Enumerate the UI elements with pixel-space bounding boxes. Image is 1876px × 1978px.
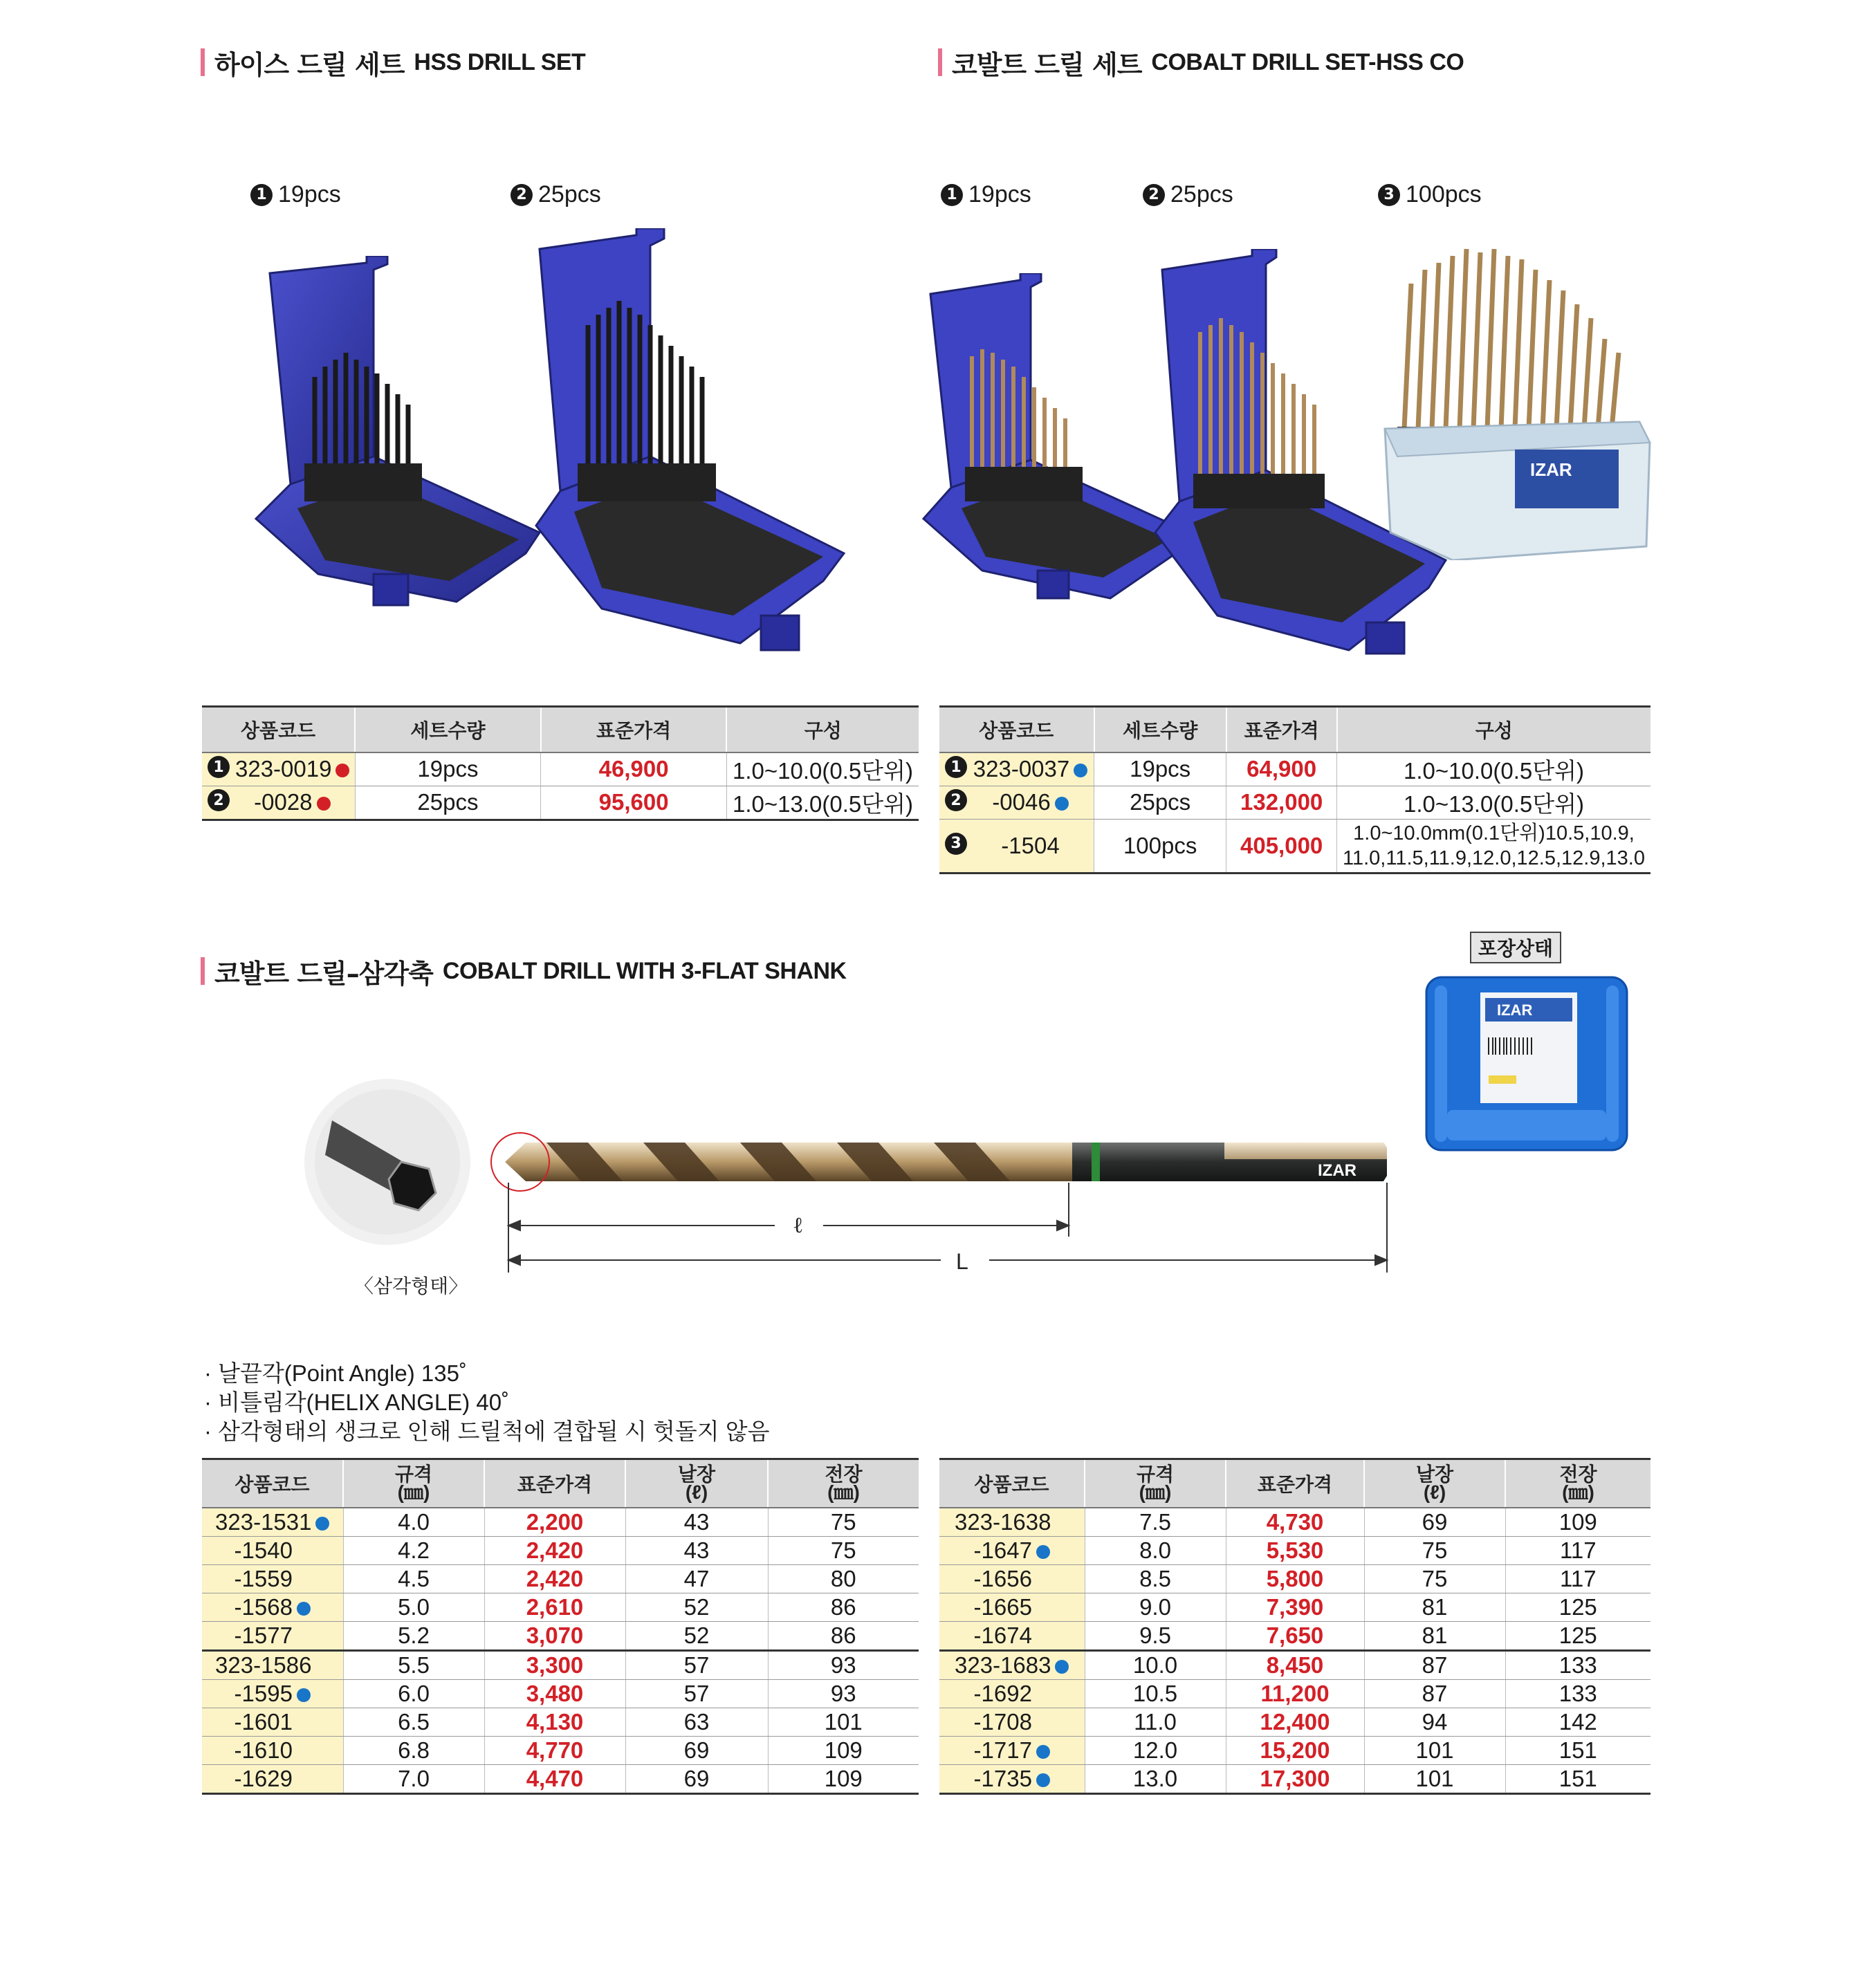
- code-cell: [202, 1621, 343, 1650]
- set-size-label: 19pcs: [278, 181, 341, 207]
- header-flute-title: 날장: [677, 1463, 716, 1485]
- table-row: [202, 1650, 919, 1679]
- number-badge: 1: [250, 184, 273, 206]
- product-code: -1629: [234, 1765, 293, 1791]
- price-cell: 3,480: [484, 1679, 625, 1708]
- price-cell: 64,900: [1226, 752, 1337, 786]
- number-badge: 2: [945, 789, 967, 811]
- header-size: [1085, 1459, 1226, 1508]
- flute-length-cell: 87: [1364, 1679, 1505, 1708]
- total-length-cell: 151: [1505, 1736, 1650, 1764]
- size-cell: 5.0: [343, 1593, 484, 1621]
- header-composition: 구성: [1337, 707, 1651, 752]
- price-cell: 7,390: [1226, 1593, 1364, 1621]
- table-header-row: [939, 707, 1650, 752]
- dot-placeholder: [297, 1545, 311, 1559]
- header-total-unit: (㎜): [1562, 1481, 1594, 1503]
- size-cell: 6.5: [343, 1708, 484, 1736]
- total-length-cell: 117: [1505, 1564, 1650, 1593]
- header-qty: 세트수량: [1094, 707, 1226, 752]
- header-price: 표준가격: [484, 1459, 625, 1508]
- total-length-cell: 109: [768, 1764, 919, 1793]
- dot-placeholder: [315, 1660, 329, 1674]
- code-cell: [939, 1650, 1085, 1679]
- dot-placeholder: [1036, 1573, 1050, 1587]
- product-code: 323-1586: [215, 1652, 312, 1678]
- flute-length-cell: 69: [625, 1764, 768, 1793]
- stock-dot-blue: [297, 1602, 311, 1616]
- title-en: HSS DRILL SET: [414, 48, 586, 75]
- code-cell: [202, 786, 355, 820]
- product-code: 323-1683: [955, 1652, 1051, 1678]
- section-title-cobalt-set: [938, 47, 1464, 80]
- flute-length-cell: 75: [1364, 1536, 1505, 1564]
- flute-length-cell: 81: [1364, 1621, 1505, 1650]
- total-length-cell: 109: [1505, 1508, 1650, 1537]
- code-cell: [939, 1736, 1085, 1764]
- size-cell: 10.0: [1085, 1650, 1226, 1679]
- total-length-cell: 133: [1505, 1679, 1650, 1708]
- product-code: 323-1638: [955, 1508, 1051, 1535]
- product-code: -1568: [234, 1593, 293, 1620]
- price-cell: 2,420: [484, 1564, 625, 1593]
- code-cell: [939, 1536, 1085, 1564]
- stock-dot-red: [317, 797, 331, 811]
- table-row: [202, 786, 919, 820]
- size-cell: 9.5: [1085, 1621, 1226, 1650]
- header-flute: [1364, 1459, 1505, 1508]
- stock-dot-blue: [1074, 764, 1087, 777]
- header-size: [343, 1459, 484, 1508]
- header-total-title: 전장: [1559, 1463, 1597, 1485]
- cobalt-label-3: [1378, 181, 1482, 208]
- header-price: 표준가격: [1226, 1459, 1364, 1508]
- title-en: COBALT DRILL WITH 3-FLAT SHANK: [442, 957, 847, 984]
- cobalt-set-table: [939, 705, 1650, 874]
- price-cell: 405,000: [1226, 819, 1337, 873]
- feature-item: · 삼각형태의 생크로 인해 드릴척에 결합될 시 헛돌지 않음: [204, 1418, 770, 1444]
- product-code: -0028: [254, 789, 313, 815]
- size-cell: 5.2: [343, 1621, 484, 1650]
- section-title-cobalt-drill: [201, 956, 847, 989]
- flute-length-cell: 57: [625, 1650, 768, 1679]
- price-cell: 3,070: [484, 1621, 625, 1650]
- table-row: [939, 1764, 1650, 1793]
- brand-logo-text: IZAR: [1318, 1161, 1357, 1180]
- title-ko: 하이스 드릴 세트: [214, 49, 405, 80]
- code-cell: [202, 1564, 343, 1593]
- code-cell: [202, 1593, 343, 1621]
- flute-length-cell: 101: [1364, 1736, 1505, 1764]
- product-code: -1610: [234, 1737, 293, 1763]
- product-code: -1656: [973, 1565, 1032, 1591]
- product-code: 323-0037: [973, 756, 1070, 782]
- composition-cell: 1.0~10.0(0.5단위): [1337, 752, 1651, 786]
- composition-line-2: 11.0,11.5,11.9,12.0,12.5,12.9,13.0: [1343, 847, 1645, 869]
- price-cell: 15,200: [1226, 1736, 1364, 1764]
- shape-caption: 〈삼각형태〉: [354, 1275, 468, 1297]
- product-code: -1647: [973, 1537, 1032, 1563]
- header-code: 상품코드: [202, 707, 355, 752]
- code-cell: [939, 1508, 1085, 1537]
- dot-placeholder: [1036, 1688, 1050, 1702]
- number-badge: 3: [1378, 184, 1400, 206]
- stock-dot-blue: [315, 1517, 329, 1531]
- table-row: [939, 1508, 1650, 1537]
- price-cell: 5,800: [1226, 1564, 1364, 1593]
- drill-table-left: [202, 1458, 919, 1795]
- qty-cell: 25pcs: [355, 786, 541, 820]
- number-badge: 2: [511, 184, 533, 206]
- total-length-cell: 109: [768, 1736, 919, 1764]
- table-row: [202, 1621, 919, 1650]
- header-total-unit: (㎜): [827, 1481, 860, 1503]
- table-row: [939, 1708, 1650, 1736]
- size-cell: 6.8: [343, 1736, 484, 1764]
- header-flute-unit: (ℓ): [685, 1481, 708, 1503]
- brand-logo-text: IZAR: [1497, 1001, 1533, 1019]
- total-length-cell: 75: [768, 1508, 919, 1537]
- qty-cell: 19pcs: [355, 752, 541, 786]
- number-badge: 1: [945, 756, 967, 778]
- dot-placeholder: [1055, 1517, 1069, 1531]
- header-flute-unit: (ℓ): [1423, 1481, 1446, 1503]
- composition-cell: 1.0~13.0(0.5단위): [726, 786, 919, 820]
- table-row: [202, 1564, 919, 1593]
- total-length-label: L: [956, 1249, 968, 1274]
- flute-length-cell: 52: [625, 1621, 768, 1650]
- size-cell: 13.0: [1085, 1764, 1226, 1793]
- flute-length-cell: 69: [1364, 1508, 1505, 1537]
- size-cell: 4.0: [343, 1508, 484, 1537]
- flute-length-cell: 57: [625, 1679, 768, 1708]
- section-title-hss: [201, 47, 586, 80]
- number-badge: 1: [208, 756, 230, 778]
- qty-cell: 25pcs: [1094, 786, 1226, 819]
- flute-length-cell: 52: [625, 1593, 768, 1621]
- set-size-label: 100pcs: [1406, 181, 1482, 207]
- code-cell: [202, 1650, 343, 1679]
- header-total: [1505, 1459, 1650, 1508]
- feature-list: [204, 1359, 770, 1446]
- size-cell: 8.5: [1085, 1564, 1226, 1593]
- stock-dot-blue: [1055, 1660, 1069, 1674]
- price-cell: 3,300: [484, 1650, 625, 1679]
- flute-length-cell: 101: [1364, 1764, 1505, 1793]
- code-cell: [939, 819, 1094, 873]
- product-code: -1735: [973, 1765, 1032, 1791]
- header-size-title: 규격: [394, 1463, 433, 1485]
- packaging-label: 포장상태: [1470, 932, 1561, 963]
- size-cell: 8.0: [1085, 1536, 1226, 1564]
- header-size-unit: (㎜): [397, 1481, 430, 1503]
- hss-label-1: [250, 181, 341, 208]
- title-ko: 코발트 드릴–삼각축: [214, 958, 433, 989]
- price-cell: 46,900: [541, 752, 727, 786]
- total-length-cell: 133: [1505, 1650, 1650, 1679]
- price-cell: 2,420: [484, 1536, 625, 1564]
- total-length-cell: 80: [768, 1564, 919, 1593]
- table-row: [202, 1736, 919, 1764]
- table-row: [939, 1536, 1650, 1564]
- feature-item: · 비틀림각(HELIX ANGLE) 40˚: [204, 1389, 510, 1415]
- total-length-cell: 86: [768, 1621, 919, 1650]
- size-cell: 12.0: [1085, 1736, 1226, 1764]
- hss-19pcs-case-image: [249, 256, 553, 622]
- hss-25pcs-case-image: [526, 228, 851, 657]
- code-cell: [939, 1593, 1085, 1621]
- table-row: [939, 752, 1650, 786]
- stock-dot-blue: [1036, 1545, 1050, 1559]
- set-size-label: 25pcs: [1170, 181, 1233, 207]
- dot-placeholder: [297, 1745, 311, 1759]
- flute-length-cell: 43: [625, 1536, 768, 1564]
- flute-length-cell: 94: [1364, 1708, 1505, 1736]
- code-cell: [939, 1764, 1085, 1793]
- code-cell: [939, 1708, 1085, 1736]
- drill-table-right: [939, 1458, 1650, 1795]
- composition-line-1: 1.0~10.0mm(0.1단위)10.5,10.9,: [1353, 822, 1635, 844]
- flute-length-cell: 87: [1364, 1650, 1505, 1679]
- price-cell: 5,530: [1226, 1536, 1364, 1564]
- price-cell: 95,600: [541, 786, 727, 820]
- product-code: -1577: [234, 1622, 293, 1648]
- title-accent-bar: [201, 957, 205, 985]
- composition-cell: [1337, 819, 1651, 873]
- total-length-cell: 125: [1505, 1593, 1650, 1621]
- title-accent-bar: [938, 48, 942, 76]
- composition-cell: 1.0~10.0(0.5단위): [726, 752, 919, 786]
- size-cell: 11.0: [1085, 1708, 1226, 1736]
- price-cell: 17,300: [1226, 1764, 1364, 1793]
- total-length-cell: 93: [768, 1650, 919, 1679]
- table-row: [202, 1679, 919, 1708]
- code-cell: [202, 1508, 343, 1537]
- product-code: -1601: [234, 1708, 293, 1735]
- cobalt-label-1: [941, 181, 1031, 208]
- price-cell: 4,470: [484, 1764, 625, 1793]
- table-row: [939, 1679, 1650, 1708]
- size-cell: 10.5: [1085, 1679, 1226, 1708]
- total-length-cell: 142: [1505, 1708, 1650, 1736]
- set-size-label: 19pcs: [968, 181, 1031, 207]
- number-badge: 3: [945, 833, 967, 855]
- price-cell: 8,450: [1226, 1650, 1364, 1679]
- table-row: [202, 1764, 919, 1793]
- dot-placeholder: [297, 1717, 311, 1730]
- code-cell: [202, 752, 355, 786]
- number-badge: 2: [1143, 184, 1165, 206]
- code-cell: [939, 1679, 1085, 1708]
- header-total: [768, 1459, 919, 1508]
- code-cell: [202, 1536, 343, 1564]
- title-accent-bar: [201, 48, 205, 76]
- composition-cell: 1.0~13.0(0.5단위): [1337, 786, 1651, 819]
- stock-dot-blue: [297, 1688, 311, 1702]
- qty-cell: 19pcs: [1094, 752, 1226, 786]
- table-row: [939, 1564, 1650, 1593]
- product-code: -1540: [234, 1537, 293, 1563]
- dot-placeholder: [297, 1630, 311, 1644]
- flute-length-cell: 75: [1364, 1564, 1505, 1593]
- table-row: [939, 1621, 1650, 1650]
- code-cell: [202, 1736, 343, 1764]
- table-row: [202, 1708, 919, 1736]
- header-flute-title: 날장: [1415, 1463, 1454, 1485]
- hss-label-2: [511, 181, 601, 208]
- header-composition: 구성: [726, 707, 919, 752]
- header-qty: 세트수량: [355, 707, 541, 752]
- table-header-row: [202, 1459, 919, 1508]
- header-total-title: 전장: [825, 1463, 863, 1485]
- dot-placeholder: [1036, 1602, 1050, 1616]
- table-row: [939, 1736, 1650, 1764]
- price-cell: 132,000: [1226, 786, 1337, 819]
- number-badge: 1: [941, 184, 963, 206]
- price-cell: 7,650: [1226, 1621, 1364, 1650]
- header-size-unit: (㎜): [1139, 1481, 1172, 1503]
- total-length-cell: 93: [768, 1679, 919, 1708]
- stock-dot-blue: [1036, 1745, 1050, 1759]
- product-code: -1692: [973, 1680, 1032, 1706]
- product-code: -0046: [992, 789, 1051, 815]
- header-price: 표준가격: [541, 707, 727, 752]
- dot-placeholder: [1036, 1630, 1050, 1644]
- table-row: [202, 1536, 919, 1564]
- product-code: -1708: [973, 1708, 1032, 1735]
- price-cell: 2,610: [484, 1593, 625, 1621]
- stock-dot-red: [335, 764, 349, 777]
- table-row: [202, 1593, 919, 1621]
- table-row: [939, 786, 1650, 819]
- code-cell: [939, 1564, 1085, 1593]
- total-length-cell: 101: [768, 1708, 919, 1736]
- product-code: -1595: [234, 1680, 293, 1706]
- total-length-cell: 125: [1505, 1621, 1650, 1650]
- price-cell: 4,130: [484, 1708, 625, 1736]
- table-row: [202, 1508, 919, 1537]
- product-code: 323-1531: [215, 1508, 312, 1535]
- product-code: -1504: [1001, 832, 1060, 858]
- table-header-row: [939, 1459, 1650, 1508]
- title-en: COBALT DRILL SET-HSS CO: [1151, 48, 1464, 75]
- size-cell: 7.5: [1085, 1508, 1226, 1537]
- code-cell: [939, 752, 1094, 786]
- code-cell: [202, 1708, 343, 1736]
- header-size-title: 규격: [1136, 1463, 1175, 1485]
- size-cell: 4.5: [343, 1564, 484, 1593]
- header-price: 표준가격: [1226, 707, 1337, 752]
- table-row: [939, 1593, 1650, 1621]
- size-cell: 7.0: [343, 1764, 484, 1793]
- price-cell: 12,400: [1226, 1708, 1364, 1736]
- product-code: -1717: [973, 1737, 1032, 1763]
- price-cell: 2,200: [484, 1508, 625, 1537]
- hss-set-table: [202, 705, 919, 821]
- brand-logo-text: IZAR: [1530, 459, 1572, 480]
- packaging-box-image: [1419, 972, 1634, 1158]
- dot-placeholder: [297, 1773, 311, 1787]
- header-flute: [625, 1459, 768, 1508]
- table-row: [939, 819, 1650, 873]
- size-cell: 9.0: [1085, 1593, 1226, 1621]
- dot-placeholder: [1036, 1717, 1050, 1730]
- code-cell: [202, 1679, 343, 1708]
- code-cell: [939, 786, 1094, 819]
- size-cell: 5.5: [343, 1650, 484, 1679]
- stock-dot-blue: [1055, 797, 1069, 811]
- cobalt-100pcs-box-image: [1377, 242, 1653, 560]
- flute-length-cell: 47: [625, 1564, 768, 1593]
- flute-length-cell: 81: [1364, 1593, 1505, 1621]
- size-cell: 4.2: [343, 1536, 484, 1564]
- total-length-cell: 117: [1505, 1536, 1650, 1564]
- number-badge: 2: [208, 789, 230, 811]
- flute-length-label: ℓ: [793, 1212, 804, 1237]
- flute-length-cell: 69: [625, 1736, 768, 1764]
- total-length-cell: 151: [1505, 1764, 1650, 1793]
- flute-length-cell: 43: [625, 1508, 768, 1537]
- size-cell: 6.0: [343, 1679, 484, 1708]
- table-header-row: [202, 707, 919, 752]
- price-cell: 4,770: [484, 1736, 625, 1764]
- stock-dot-blue: [1036, 1773, 1050, 1787]
- table-row: [202, 752, 919, 786]
- feature-item: · 날끝각(Point Angle) 135˚: [204, 1360, 467, 1386]
- code-cell: [939, 1621, 1085, 1650]
- cobalt-label-2: [1143, 181, 1233, 208]
- product-code: -1665: [973, 1593, 1032, 1620]
- header-code: 상품코드: [202, 1459, 343, 1508]
- code-cell: [202, 1764, 343, 1793]
- price-cell: 11,200: [1226, 1679, 1364, 1708]
- table-row: [939, 1650, 1650, 1679]
- dot-placeholder: [297, 1573, 311, 1587]
- header-code: 상품코드: [939, 1459, 1085, 1508]
- product-code: 323-0019: [235, 756, 332, 782]
- price-cell: 4,730: [1226, 1508, 1364, 1537]
- product-code: -1559: [234, 1565, 293, 1591]
- title-ko: 코발트 드릴 세트: [952, 49, 1142, 80]
- total-length-cell: 75: [768, 1536, 919, 1564]
- total-length-cell: 86: [768, 1593, 919, 1621]
- header-code: 상품코드: [939, 707, 1094, 752]
- flute-length-cell: 63: [625, 1708, 768, 1736]
- qty-cell: 100pcs: [1094, 819, 1226, 873]
- product-code: -1674: [973, 1622, 1032, 1648]
- set-size-label: 25pcs: [538, 181, 601, 207]
